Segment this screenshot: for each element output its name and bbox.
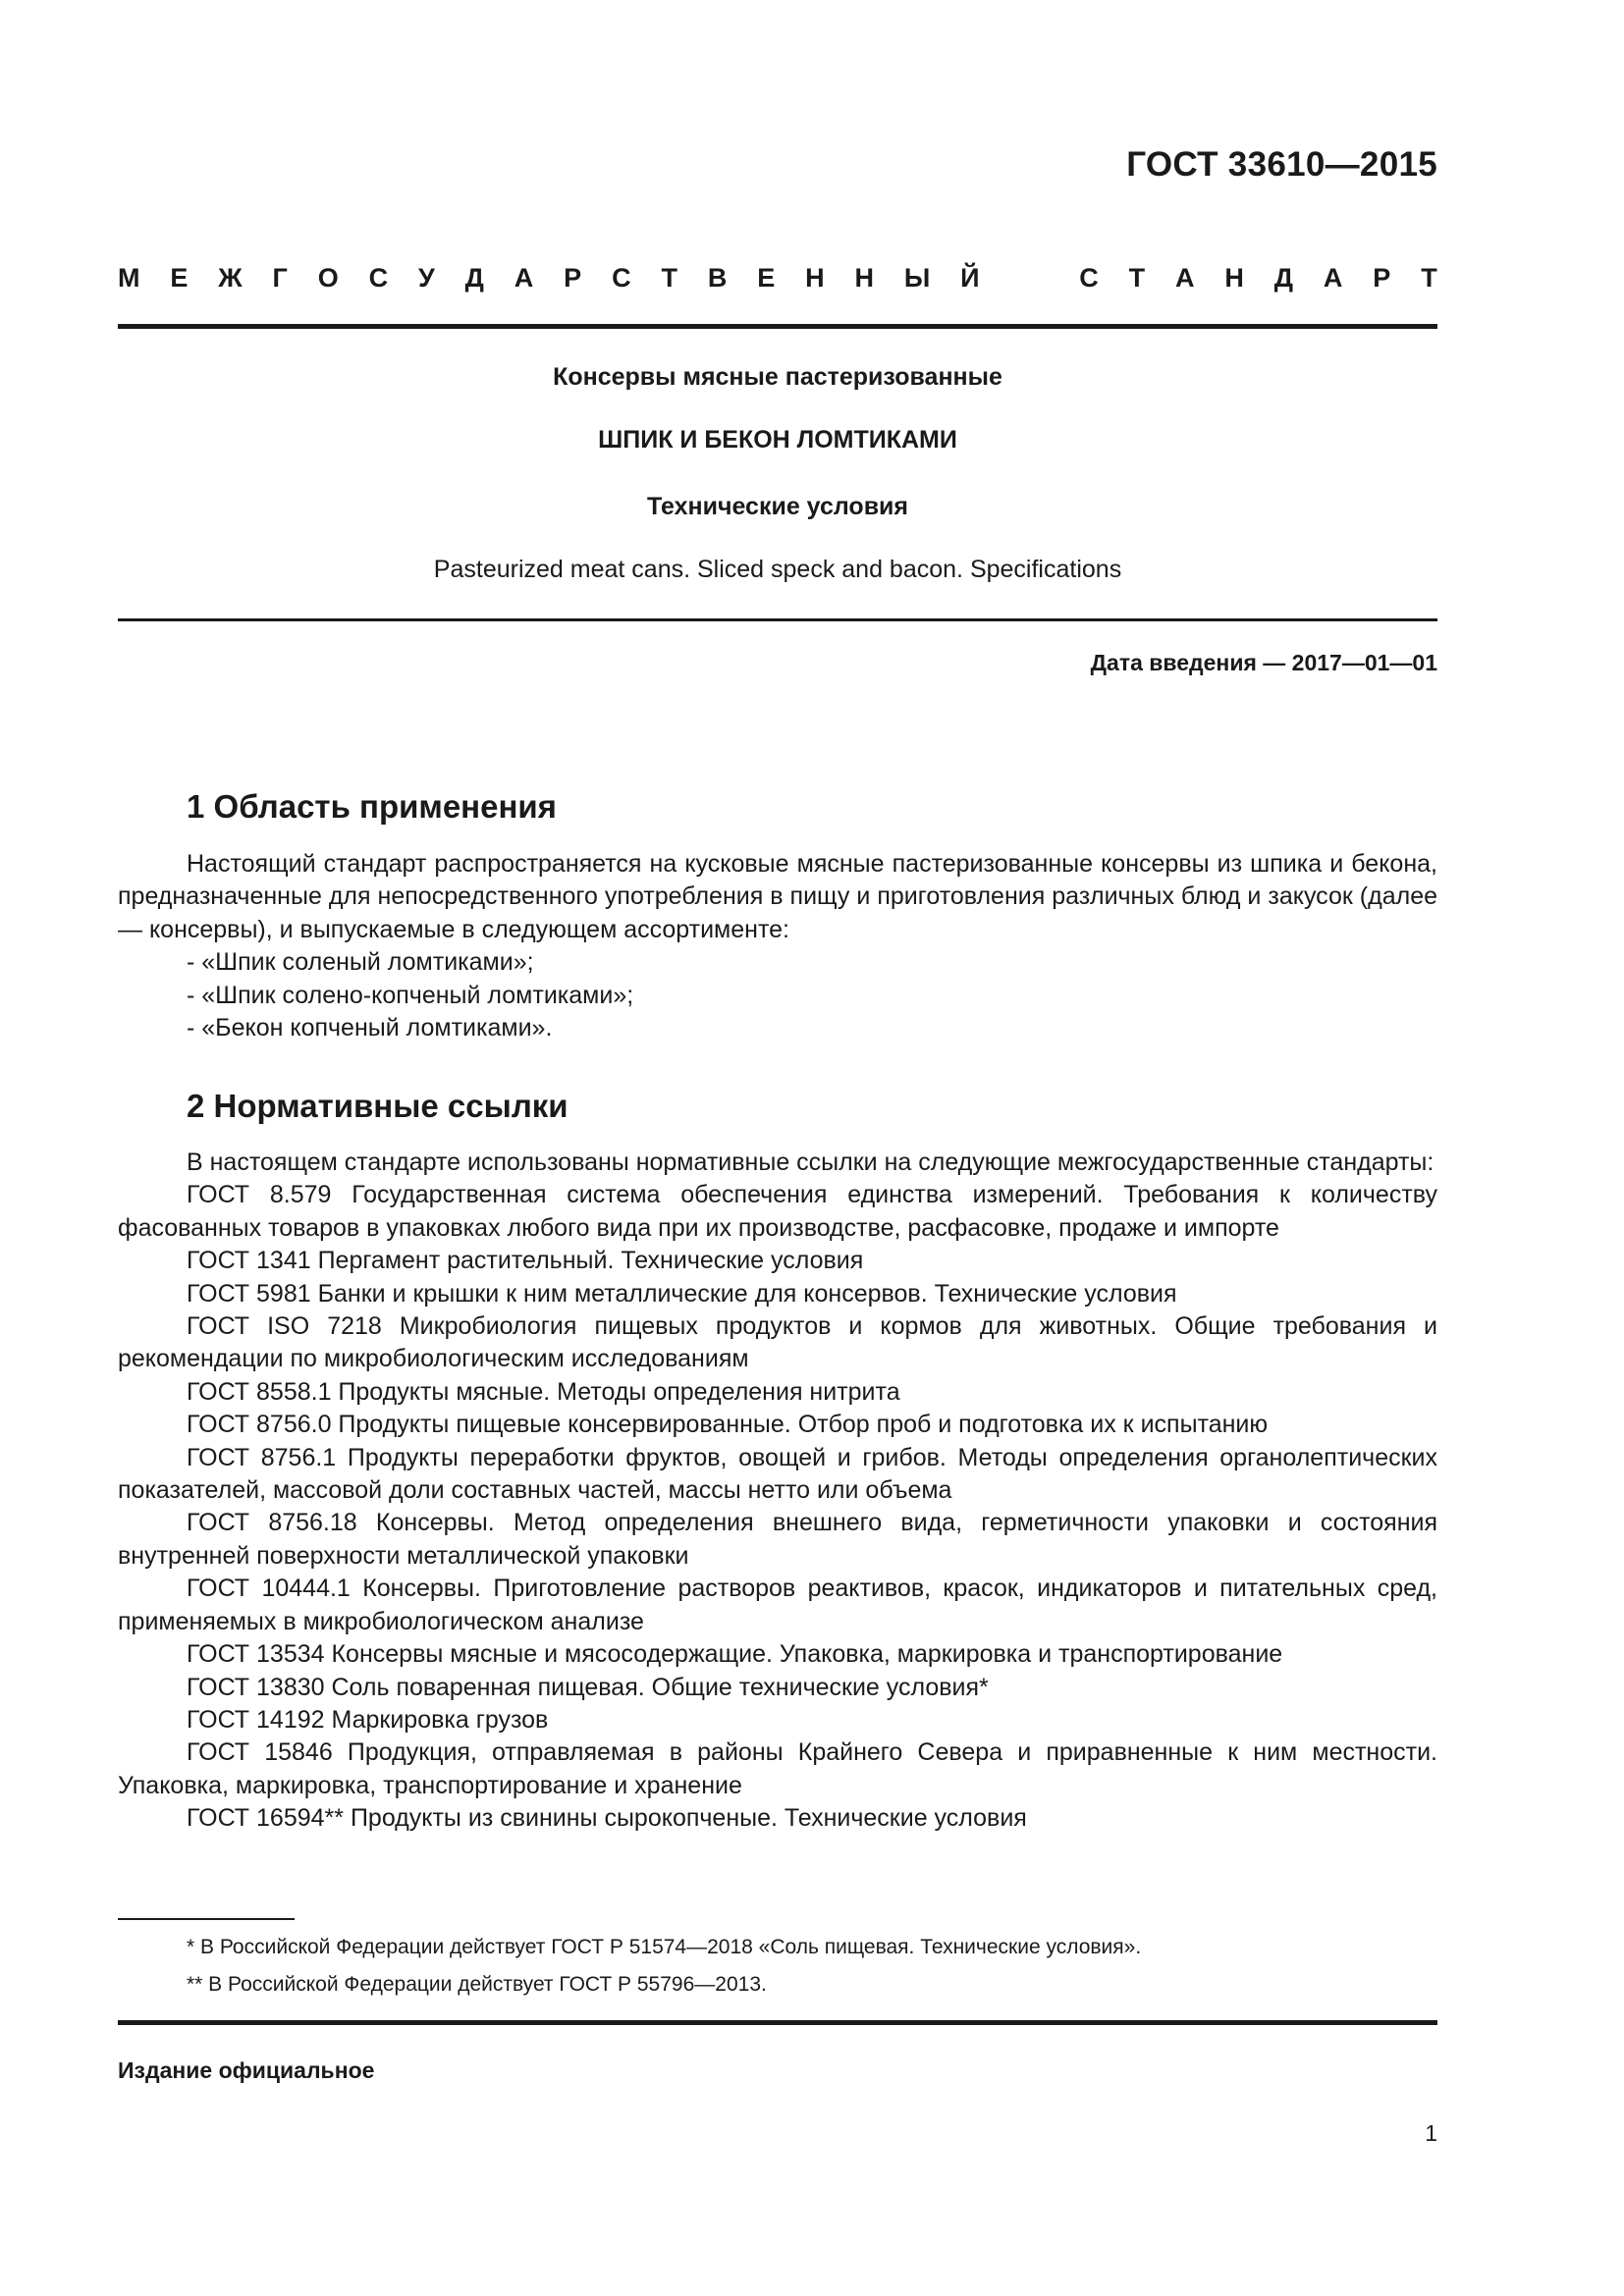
standard-type-letter: Е [757,263,776,293]
standard-type-letter: Т [1128,263,1146,293]
standard-type-letter: С [1079,263,1099,293]
reference-item: ГОСТ 1341 Пергамент растительный. Технические условия [187,1247,864,1275]
page-number: 1 [1425,2120,1437,2146]
standard-type-letter: Р [1373,263,1391,293]
reference-item: ГОСТ ISO 7218 Микробиология пищевых продуктов и кормов для животных. Общие требования и рекомендации по микробиологическим исследованиям [118,1312,1437,1373]
standard-type-letter: Н [854,263,874,293]
standard-type-letter: М [118,263,140,293]
standard-type-letter: Д [1273,263,1294,293]
section-2-heading: 2 Нормативные ссылки [187,1088,568,1124]
standard-type-letter: О [317,263,339,293]
list-item: - «Шпик солено-копченый ломтиками»; [187,981,634,1009]
standard-type-letter: В [707,263,728,293]
reference-item: ГОСТ 8.579 Государственная система обеспечения единства измерений. Требования к количеству фасованных товаров в упаковках любого вида при их производстве, расфасовке, продаже и импорте [118,1181,1437,1242]
reference-item: ГОСТ 5981 Банки и крышки к ним металлические для консервов. Технические условия [187,1279,1177,1308]
title-rule [118,618,1437,621]
standard-type-letter: С [368,263,389,293]
standard-type-letter: Т [661,263,677,293]
section-1-heading: 1 Область применения [187,788,557,825]
section-1-body [118,848,1437,1044]
title-line-1: Консервы мясные пастеризованные [553,363,1002,391]
standard-type-letter: Н [1224,263,1244,293]
title-english: Pasteurized meat cans. Sliced speck and bacon. Specifications [433,556,1122,583]
standard-type-letter: Г [272,263,288,293]
standard-type-letter: А [1175,263,1195,293]
standard-type-letter: С [612,263,631,293]
standard-type-letter: Д [464,263,484,293]
introduction-date: Дата введения — 2017—01—01 [1090,650,1437,675]
standard-type-letter: Ж [218,263,243,293]
standard-type-letter: Й [960,263,980,293]
reference-item: ГОСТ 15846 Продукция, отправляемая в районы Крайнего Севера и приравненные к ним местности. Упаковка, маркировка, транспортирование и хранение [118,1738,1437,1799]
title-line-3: Технические условия [646,493,909,520]
word-gap [1009,263,1049,294]
standard-type-letter: Е [170,263,189,293]
standard-type-letter: Р [564,263,582,293]
list-item: - «Шпик соленый ломтиками»; [187,948,534,977]
footnote-1: * В Российской Федерации действует ГОСТ Р 51574—2018 «Соль пищевая. Технические условия». [187,1936,1142,1958]
footnote-separator [118,1918,295,1920]
footnote-2: ** В Российской Федерации действует ГОСТ Р 55796—2013. [187,1973,767,1996]
reference-item: ГОСТ 8756.1 Продукты переработки фруктов, овощей и грибов. Методы определения органолептических показателей, массовой доли составных частей, массы нетто или объема [118,1443,1437,1505]
standard-type-letter: Ы [903,263,931,293]
section-2-intro: В настоящем стандарте использованы нормативные ссылки на следующие межгосударственные стандарты: [187,1148,1435,1176]
standard-type-letter: А [514,263,534,293]
official-edition-label: Издание официальное [118,2057,375,2083]
reference-item: ГОСТ 13534 Консервы мясные и мясосодержащие. Упаковка, маркировка и транспортирование [187,1640,1283,1669]
header-rule [118,324,1437,329]
document-code: ГОСТ 33610—2015 [1126,145,1437,184]
standard-type-letter: У [418,263,435,293]
reference-item: ГОСТ 10444.1 Консервы. Приготовление растворов реактивов, красок, индикаторов и питательных сред, применяемых в микробиологическом анализе [118,1575,1437,1635]
reference-item: ГОСТ 13830 Соль поваренная пищевая. Общие технические условия* [187,1673,989,1701]
list-item: - «Бекон копченый ломтиками». [187,1014,553,1042]
reference-item: ГОСТ 8558.1 Продукты мясные. Методы определения нитрита [187,1377,900,1406]
standard-type-letter: Н [805,263,825,293]
title-line-2: ШПИК И БЕКОН ЛОМТИКАМИ [598,426,957,454]
standard-type-heading [118,263,1437,294]
footer-rule [118,2020,1437,2025]
standard-type-letter: Т [1421,263,1437,293]
standard-type-letter: А [1323,263,1343,293]
section-2-body [118,1147,1437,1836]
reference-item: ГОСТ 8756.0 Продукты пищевые консервированные. Отбор проб и подготовка их к испытанию [187,1411,1269,1439]
reference-item: ГОСТ 16594** Продукты из свинины сырокопченые. Технические условия [187,1804,1027,1833]
reference-item: ГОСТ 14192 Маркировка грузов [187,1705,549,1734]
section-1-paragraph: Настоящий стандарт распространяется на кусковые мясные пастеризованные консервы из шпика и бекона, предназначенные для непосредственного употребления в пищу и приготовления различных блюд и закусок (далее — консервы), и выпускаемые в следующем ассортименте: [118,850,1437,943]
reference-item: ГОСТ 8756.18 Консервы. Метод определения внешнего вида, герметичности упаковки и состояния внутренней поверхности металлической упаковки [118,1509,1437,1570]
